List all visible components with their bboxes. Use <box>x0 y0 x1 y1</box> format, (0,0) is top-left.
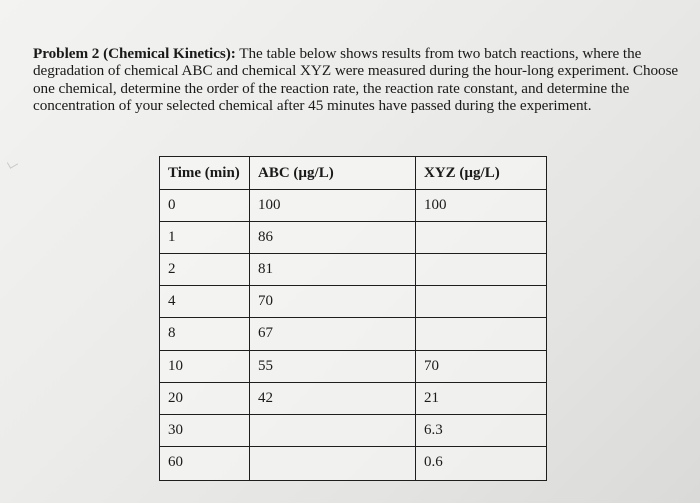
problem-title: Problem 2 (Chemical Kinetics): <box>33 45 236 62</box>
problem-body: The table below shows results from two batch reactions, where the degradation of chemical ABC and chemical XYZ were measured during the hour-long experiment. Choose one chemical, determine the order of the reaction rate, the reaction rate constant, and determine the concentration of your selected chemical after 45 minutes have passed during the experiment. <box>33 45 679 115</box>
cell-time: 8 <box>160 318 250 350</box>
table-header-row <box>160 157 547 190</box>
cell-abc: 86 <box>250 222 416 254</box>
cell-abc: 81 <box>250 254 416 286</box>
cell-xyz: 70 <box>416 350 547 382</box>
cell-xyz <box>416 222 547 254</box>
cell-xyz: 6.3 <box>416 414 547 446</box>
cell-xyz: 100 <box>416 190 547 222</box>
cell-time: 2 <box>160 254 250 286</box>
cell-time: 30 <box>160 414 250 446</box>
cell-abc <box>250 446 416 480</box>
table-row <box>160 190 547 222</box>
cell-xyz <box>416 254 547 286</box>
table-row <box>160 414 547 446</box>
cell-abc: 67 <box>250 318 416 350</box>
table-row <box>160 222 547 254</box>
header-xyz: XYZ (µg/L) <box>416 157 547 190</box>
cell-time: 4 <box>160 286 250 318</box>
table-row <box>160 446 547 480</box>
table-row <box>160 350 547 382</box>
cell-time: 1 <box>160 222 250 254</box>
table-row <box>160 318 547 350</box>
cell-xyz <box>416 318 547 350</box>
cell-abc: 70 <box>250 286 416 318</box>
cell-abc: 100 <box>250 190 416 222</box>
cell-time: 10 <box>160 350 250 382</box>
table-row <box>160 382 547 414</box>
cell-time: 60 <box>160 446 250 480</box>
problem-statement <box>33 45 683 115</box>
data-table <box>159 156 547 481</box>
cell-xyz <box>416 286 547 318</box>
cell-time: 0 <box>160 190 250 222</box>
pen-mark <box>7 158 18 169</box>
cell-time: 20 <box>160 382 250 414</box>
cell-abc: 42 <box>250 382 416 414</box>
cell-abc: 55 <box>250 350 416 382</box>
table-row <box>160 254 547 286</box>
header-abc: ABC (µg/L) <box>250 157 416 190</box>
header-time: Time (min) <box>160 157 250 190</box>
cell-xyz: 21 <box>416 382 547 414</box>
cell-xyz: 0.6 <box>416 446 547 480</box>
table-row <box>160 286 547 318</box>
cell-abc <box>250 414 416 446</box>
